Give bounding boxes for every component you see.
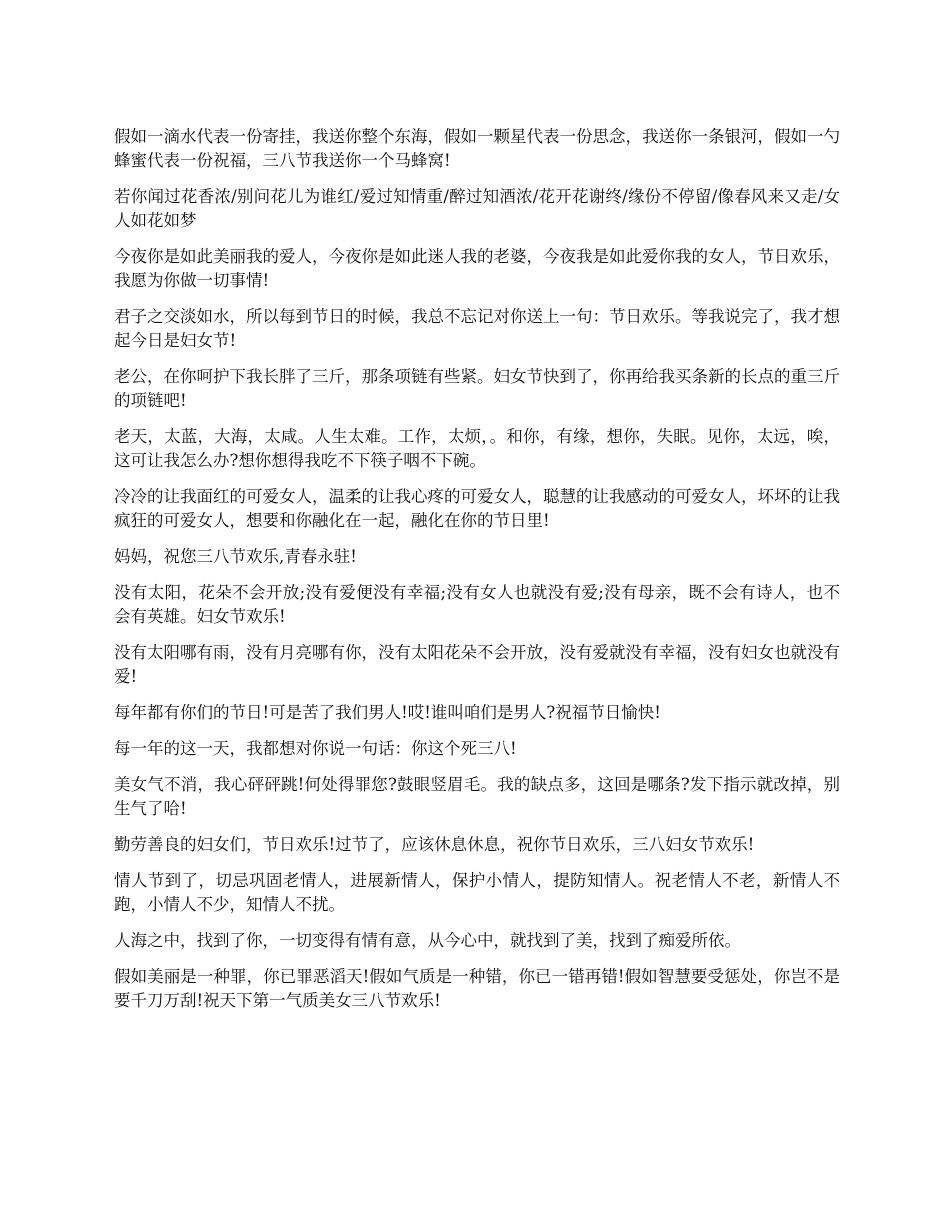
paragraph: 没有太阳哪有雨，没有月亮哪有你，没有太阳花朵不会开放，没有爱就没有幸福，没有妇女也就没有爱! — [114, 643, 840, 686]
paragraph: 假如美丽是一种罪，你已罪恶滔天!假如气质是一种错，你已一错再错!假如智慧要受惩处，你岂不是要千刀万刮!祝天下第一气质美女三八节欢乐! — [114, 967, 840, 1010]
paragraph: 情人节到了，切忌巩固老情人，进展新情人，保护小情人，提防知情人。祝老情人不老，新情人不跑，小情人不少，知情人不扰。 — [114, 871, 840, 914]
paragraph: 老公，在你呵护下我长胖了三斤，那条项链有些紧。妇女节快到了，你再给我买条新的长点的重三斤的项链吧! — [114, 367, 840, 410]
paragraph: 没有太阳，花朵不会开放;没有爱便没有幸福;没有女人也就没有爱;没有母亲，既不会有诗人，也不会有英雄。妇女节欢乐! — [114, 583, 840, 626]
paragraph: 妈妈，祝您三八节欢乐,青春永驻! — [114, 547, 357, 566]
paragraph: 勤劳善良的妇女们，节日欢乐!过节了，应该休息休息，祝你节日欢乐，三八妇女节欢乐! — [114, 835, 755, 854]
paragraph: 冷冷的让我面红的可爱女人，温柔的让我心疼的可爱女人，聪慧的让我感动的可爱女人，坏坏的让我疯狂的可爱女人，想要和你融化在一起，融化在你的节日里! — [114, 487, 840, 530]
document-body — [114, 125, 840, 1025]
paragraph: 假如一滴水代表一份寄挂，我送你整个东海，假如一颗星代表一份思念，我送你一条银河，假如一勺蜂蜜代表一份祝福，三八节我送你一个马蜂窝! — [114, 127, 840, 170]
paragraph: 每一年的这一天，我都想对你说一句话：你这个死三八! — [114, 739, 517, 758]
paragraph: 每年都有你们的节日!可是苦了我们男人!哎!谁叫咱们是男人?祝福节日愉快! — [114, 703, 661, 722]
paragraph: 若你闻过花香浓/别问花儿为谁红/爱过知情重/醉过知酒浓/花开花谢终/缘份不停留/像春风来又走/女人如花如梦 — [114, 187, 840, 230]
paragraph: 老天，太蓝，大海，太咸。人生太难。工作，太烦，。和你，有缘，想你，失眠。见你，太远，唉，这可让我怎么办?想你想得我吃不下筷子咽不下碗。 — [114, 427, 840, 470]
paragraph: 美女气不消，我心砰砰跳!何处得罪您?鼓眼竖眉毛。我的缺点多，这回是哪条?发下指示就改掉，别生气了哈! — [114, 775, 840, 818]
paragraph: 人海之中，找到了你，一切变得有情有意，从今心中，就找到了美，找到了痴爱所依。 — [114, 931, 741, 950]
paragraph: 君子之交淡如水，所以每到节日的时候，我总不忘记对你送上一句：节日欢乐。等我说完了，我才想起今日是妇女节! — [114, 307, 840, 350]
paragraph: 今夜你是如此美丽我的爱人，今夜你是如此迷人我的老婆，今夜我是如此爱你我的女人，节日欢乐，我愿为你做一切事情! — [114, 247, 840, 290]
